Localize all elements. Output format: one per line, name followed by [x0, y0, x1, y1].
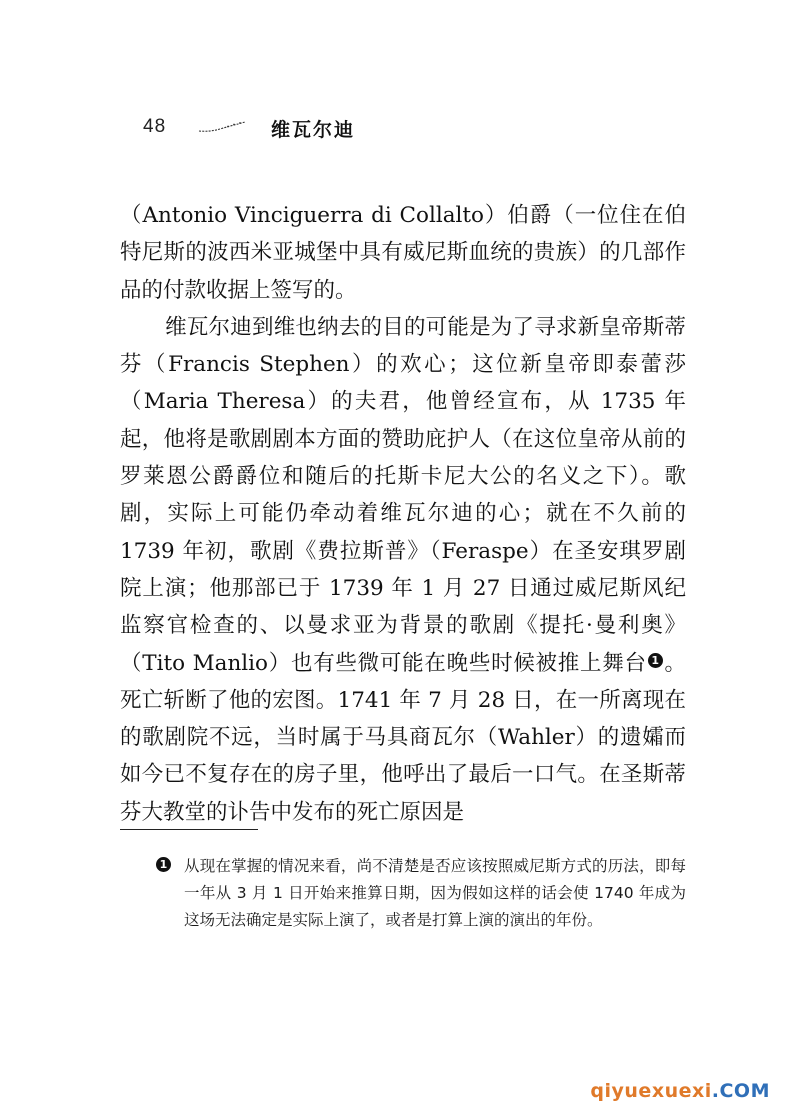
site-watermark: [590, 1080, 770, 1102]
watermark-domain: .COM: [711, 1080, 770, 1102]
page-number: 48: [143, 116, 167, 137]
footnote-marker: 1: [156, 857, 171, 872]
footnote-text: 从现在掌握的情况来看，尚不清楚是否应该按照威尼斯方式的历法，即每一年从 3 月 1 日开始来推算日期，因为假如这样的话会使 1740 年成为这场无法确定是实际上演了，或者是打算上演的演出的年份。: [184, 857, 686, 929]
paragraph-1: （Antonio Vinciguerra di Collalto）伯爵（一位住在伯特尼斯的波西米亚城堡中具有威尼斯血统的贵族）的几部作品的付款收据上签写的。: [120, 203, 686, 303]
watermark-name: qiyuexuexi: [590, 1080, 712, 1102]
header-ornament-icon: [198, 120, 246, 134]
footnote-reference-marker[interactable]: 1: [648, 653, 663, 668]
body-text: [120, 197, 686, 831]
paragraph-2: [120, 309, 686, 831]
paragraph-2-part-2: 。死亡斩断了他的宏图。1741 年 7 月 28 日，在一所离现在的歌剧院不远，当时属于马具商瓦尔（Wahler）的遗孀而如今已不复存在的房子里，他呼出了最后一口气。在圣斯蒂芬大教堂的讣告中发布的死亡原因是: [120, 650, 686, 825]
running-title: 维瓦尔迪: [271, 119, 356, 141]
page-header: [143, 116, 403, 140]
paragraph-2-part-1: 维瓦尔迪到维也纳去的目的可能是为了寻求新皇帝斯蒂芬（Francis Stephen）的欢心；这位新皇帝即泰蕾莎（Maria Theresa）的夫君，他曾经宣布，从 1735 年起，他将是歌剧剧本方面的赞助庇护人（在这位皇帝从前的罗莱恩公爵爵位和随后的托斯卡尼大公的名义之下）。歌剧，实际上可能仍牵动着维瓦尔迪的心；就在不久前的 1739 年初，歌剧《费拉斯普》（Feraspe）在圣安琪罗剧院上演；他那部已于 1739 年 1 月 27 日通过威尼斯风纪监察官检查的、以曼求亚为背景的歌剧《提托·曼利奥》（Tito Manlio）也有些微可能在晚些时候被推上舞台: [120, 314, 686, 676]
footnote-divider: [120, 829, 258, 830]
